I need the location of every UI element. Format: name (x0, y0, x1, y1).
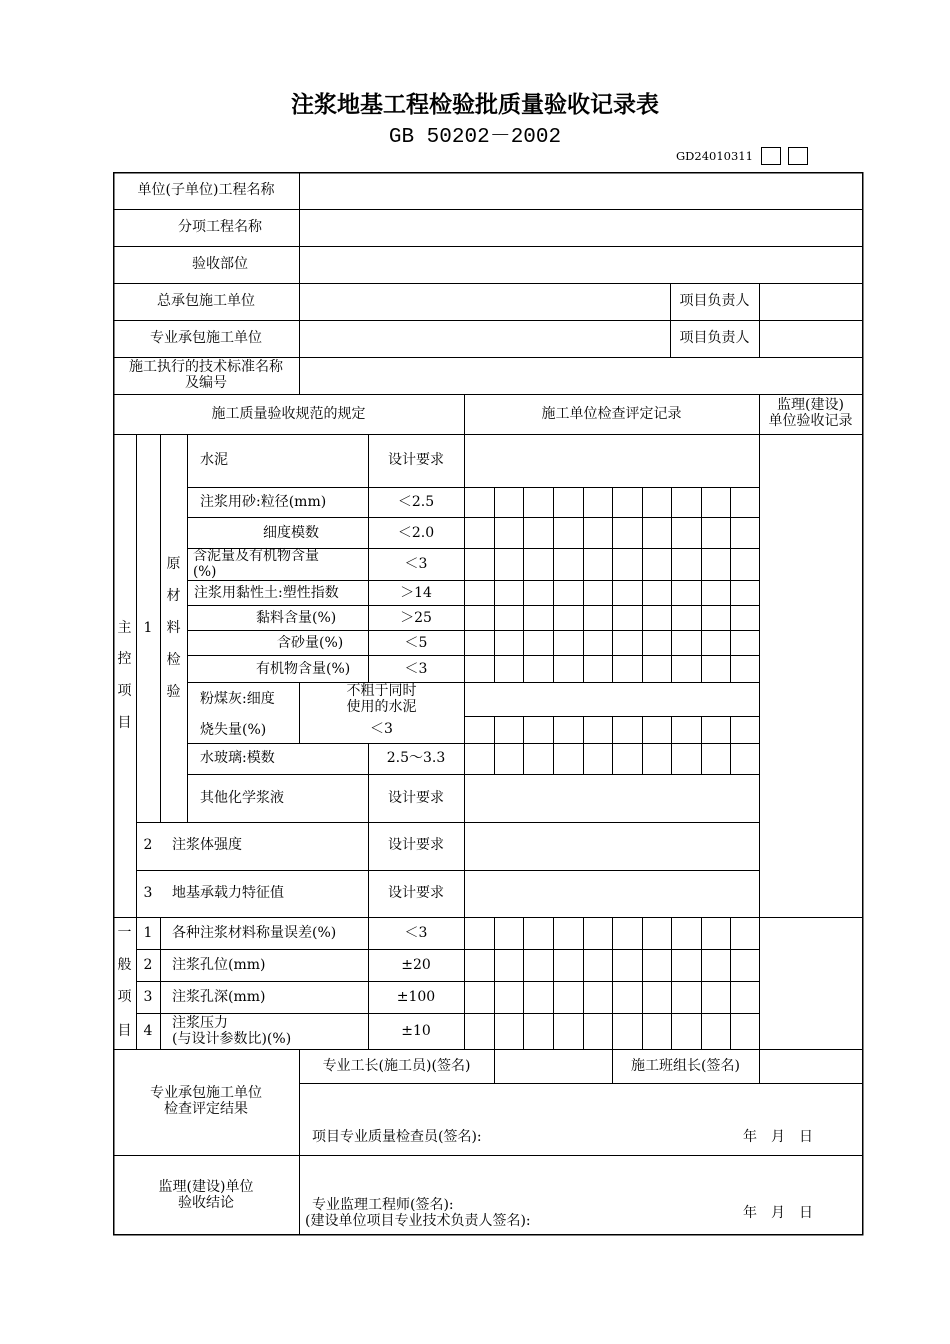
unit-project-name-field[interactable] (300, 173, 861, 209)
general-contractor-label: 总承包施工单位 (157, 293, 255, 309)
organic-label: 有机物含量(%) (256, 661, 351, 677)
clay-content-req: ＞25 (400, 610, 432, 626)
supervision-conclusion-label-2: 验收结论 (178, 1195, 234, 1211)
general-item-1-name: 各种注浆材料称量误差(%) (172, 925, 337, 941)
cement-req: 设计要求 (388, 452, 444, 468)
inspection-part-label: 验收部位 (192, 256, 248, 272)
contractor-result-label-2: 检查评定结果 (164, 1101, 248, 1117)
mud-label-2: (%) (193, 564, 217, 580)
tech-standard-label-1: 施工执行的技术标准名称 (129, 359, 283, 375)
clay-content-label: 黏料含量(%) (256, 610, 337, 626)
project-manager-field-2[interactable] (760, 321, 861, 357)
item-3-no: 3 (143, 885, 153, 901)
general-label-4: 目 (117, 1023, 132, 1039)
capacity-req: 设计要求 (388, 885, 444, 901)
sand-content-label: 含砂量(%) (277, 635, 344, 651)
standard-code: GB 50202－2002 (388, 126, 562, 149)
general-item-2-req: ±20 (401, 957, 431, 973)
chem-req: 设计要求 (388, 790, 444, 806)
general-item-4-no: 4 (143, 1023, 153, 1039)
general-item-4-req: ±10 (401, 1023, 431, 1039)
project-manager-field-1[interactable] (760, 284, 861, 320)
clay-req: ＞14 (400, 585, 432, 601)
clay-label: 注浆用黏性土:塑性指数 (194, 585, 339, 601)
general-item-2-no: 2 (143, 957, 153, 973)
spec-column-header: 施工质量验收规范的规定 (211, 406, 366, 422)
supervision-conclusion-label-1: 监理(建设)单位 (158, 1179, 254, 1195)
raw-label-4: 检 (166, 652, 181, 668)
unit-project-name-label: 单位(子单位)工程名称 (137, 182, 275, 198)
flyash-req-2: 使用的水泥 (346, 699, 417, 715)
tech-standard-label-2: 及编号 (185, 375, 227, 391)
loss-label: 烧失量(%) (200, 722, 267, 738)
sand-content-req: ＜5 (404, 635, 428, 651)
qc-label: 项目专业质量检查员(签名): (312, 1129, 482, 1145)
construction-record-header: 施工单位检查评定记录 (541, 406, 682, 422)
general-item-2-name: 注浆孔位(mm) (172, 957, 266, 973)
specialty-contractor-field[interactable] (300, 321, 670, 357)
glass-label: 水玻璃:模数 (200, 750, 275, 766)
main-control-label-3: 项 (117, 683, 132, 699)
item-2-no: 2 (143, 837, 153, 853)
general-contractor-field[interactable] (300, 284, 670, 320)
contractor-result-label-1: 专业承包施工单位 (150, 1085, 262, 1101)
item-1-no: 1 (143, 620, 153, 636)
general-label-3: 项 (117, 989, 132, 1005)
general-item-3-no: 3 (143, 989, 153, 1005)
fineness-req: ＜2.0 (397, 525, 435, 541)
mud-req: ＜3 (404, 556, 428, 572)
chem-label: 其他化学浆液 (200, 790, 284, 806)
main-control-label-1: 主 (117, 620, 132, 636)
tech-standard-field[interactable] (300, 358, 861, 394)
engineer-label: 专业监理工程师(签名): (312, 1197, 454, 1213)
specialty-contractor-label: 专业承包施工单位 (150, 330, 262, 346)
general-item-4-name-2: (与设计参数比)(%) (172, 1031, 292, 1047)
general-item-3-name: 注浆孔深(mm) (172, 989, 266, 1005)
team-leader-signature-field[interactable] (760, 1050, 861, 1083)
capacity-label: 地基承载力特征值 (172, 885, 284, 901)
fineness-label: 细度模数 (263, 525, 319, 541)
general-item-3-req: ±100 (396, 989, 436, 1005)
raw-label-5: 验 (166, 684, 181, 700)
foreman-label: 专业工长(施工员)(签名) (322, 1058, 471, 1074)
team-leader-label: 施工班组长(签名) (631, 1058, 740, 1074)
main-control-label-4: 目 (117, 715, 132, 731)
project-manager-label-2: 项目负责人 (679, 330, 750, 346)
general-item-1-no: 1 (143, 925, 153, 941)
general-label-2: 般 (117, 957, 132, 973)
general-item-1-req: ＜3 (404, 925, 428, 941)
sub-project-name-label: 分项工程名称 (178, 219, 262, 235)
mud-label-1: 含泥量及有机物含量 (193, 548, 319, 564)
page-title: 注浆地基工程检验批质量验收记录表 (291, 92, 659, 118)
main-control-label-2: 控 (117, 651, 132, 667)
raw-label-1: 原 (166, 556, 181, 572)
raw-label-2: 材 (166, 588, 181, 604)
inspection-part-field[interactable] (300, 247, 861, 283)
sub-project-name-field[interactable] (300, 210, 861, 246)
project-manager-label-1: 项目负责人 (679, 293, 750, 309)
general-item-4-name-1: 注浆压力 (172, 1015, 228, 1031)
date-2: 年 月 日 (743, 1205, 813, 1221)
loss-req: ＜3 (370, 721, 393, 737)
supervision-header-1: 监理(建设) (777, 397, 844, 413)
foreman-signature-field[interactable] (495, 1050, 612, 1083)
flyash-req-1: 不粗于同时 (346, 683, 417, 699)
form-code: GD24010311 (676, 149, 753, 163)
glass-req: 2.5～3.3 (386, 750, 446, 766)
sand-req: ＜2.5 (397, 494, 435, 510)
cement-label: 水泥 (200, 452, 228, 468)
date-1: 年 月 日 (743, 1129, 813, 1145)
strength-label: 注浆体强度 (172, 837, 242, 853)
flyash-label: 粉煤灰:细度 (200, 691, 275, 707)
sand-label: 注浆用砂:粒径(mm) (200, 494, 327, 510)
strength-req: 设计要求 (388, 837, 444, 853)
organic-req: ＜3 (404, 661, 428, 677)
owner-rep-label: (建设单位项目专业技术负责人签名): (305, 1213, 531, 1229)
general-label-1: 一 (117, 925, 132, 941)
raw-label-3: 料 (166, 620, 181, 636)
supervision-header-2: 单位验收记录 (768, 413, 853, 429)
